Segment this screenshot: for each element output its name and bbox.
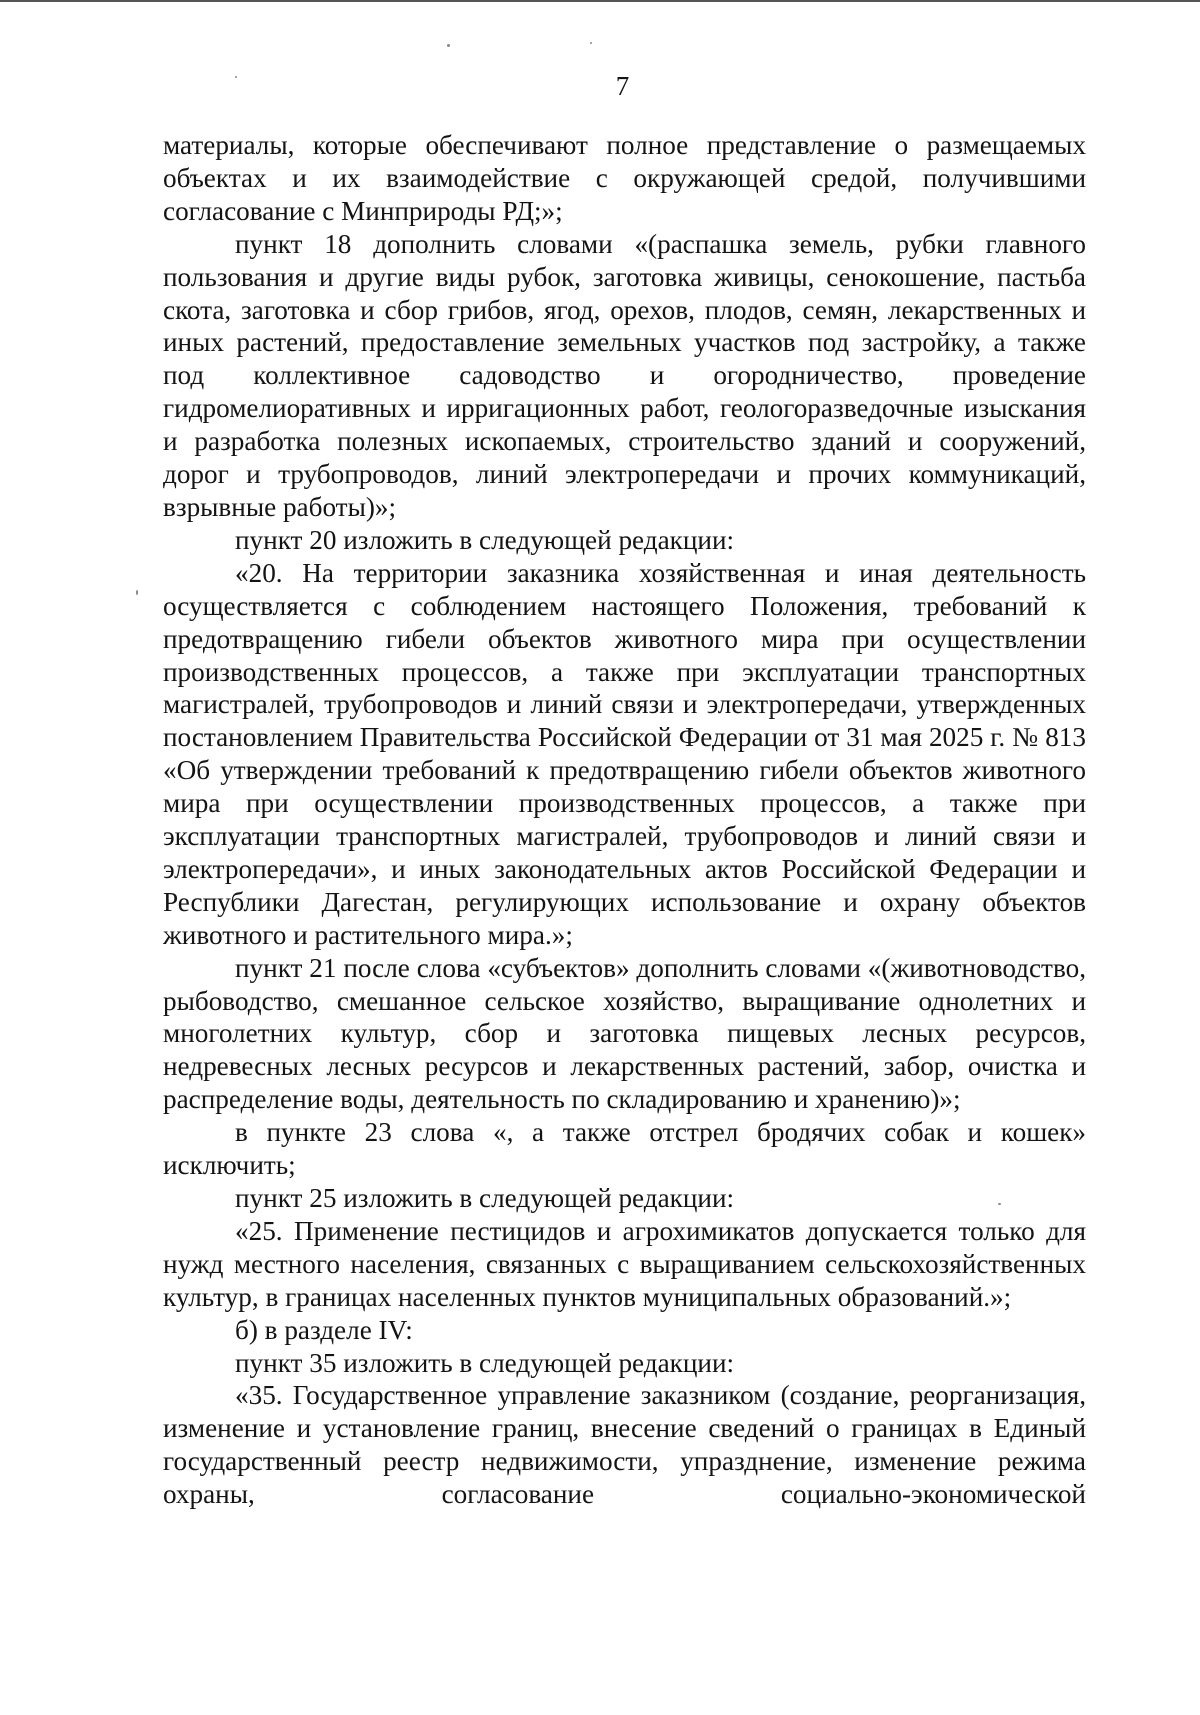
document-body (163, 129, 1086, 1511)
paragraph-item-35-text: «35. Государственное управление заказником (создание, реорганизация, изменение и установление границ, внесение сведений о границах в Единый государственный реестр недвижимости, упразднение, изменение режима охраны, согласование социально-экономической (163, 1380, 1086, 1510)
paragraph-item-18: пункт 18 дополнить словами «(распашка земель, рубки главного пользования и другие виды рубок, заготовка живицы, сенокошение, пастьба скота, заготовка и сбор грибов, ягод, орехов, плодов, семян, лекарственных и иных растений, предоставление земельных участков под застройку, а также под коллективное садоводство и огородничество, проведение гидромелиоративных и ирригационных работ, геологоразведочные изыскания и разработка полезных ископаемых, строительство зданий и сооружений, дорог и трубопроводов, линий электропередачи и прочих коммуникаций, взрывные работы)»; (163, 228, 1086, 522)
paragraph-item-23: в пункте 23 слова «, а также отстрел бродячих собак и кошек» исключить; (163, 1117, 1086, 1181)
scan-speck (447, 44, 450, 47)
paragraph-section-iv: б) в разделе IV: (235, 1314, 413, 1345)
paragraph-item-21: пункт 21 после слова «субъектов» дополнить словами «(животноводство, рыбоводство, смешанное сельское хозяйство, выращивание однолетних и многолетних культур, сбор и заготовка пищевых лесных ресурсов, недревесных лесных ресурсов и лекарственных растений, забор, очистка и распределение воды, деятельность по складированию и хранению)»; (163, 952, 1086, 1115)
paragraph-item-20-text: «20. На территории заказника хозяйственная и иная деятельность осуществляется с соблюдением настоящего Положения, требований к предотвращению гибели объектов животного мира при осуществлении производственных процессов, а также при эксплуатации транспортных магистралей, трубопроводов и линий связи и электропередачи, утвержденных постановлением Правительства Российской Федерации от 31 мая 2025 г. № 813 «Об утверждении требований к предотвращению гибели объектов животного мира при осуществлении производственных процессов, а также при эксплуатации транспортных магистралей, трубопроводов и линий связи и электропередачи», и иных законодательных актов Российской Федерации и Республики Дагестан, регулирующих использование и охрану объектов животного и растительного мира.»; (163, 557, 1086, 950)
paragraph-item-35-intro: пункт 35 изложить в следующей редакции: (235, 1347, 735, 1378)
paragraph-materials: материалы, которые обеспечивают полное представление о размещаемых объектах и их взаимодействие с окружающей средой, получившими согласование с Минприроды РД;»; (163, 130, 1086, 226)
paragraph-item-25-text: «25. Применение пестицидов и агрохимикатов допускается только для нужд местного населения, связанных с выращиванием сельскохозяйственных культур, в границах населенных пунктов муниципальных образований.»; (163, 1215, 1086, 1312)
scan-top-edge (0, 0, 1200, 2)
paragraph-item-20-intro: пункт 20 изложить в следующей редакции: (235, 524, 735, 555)
paragraph-item-25-intro: пункт 25 изложить в следующей редакции: (235, 1183, 735, 1213)
scan-speck (136, 590, 138, 595)
page-number: 7 (615, 71, 630, 101)
scan-speck (590, 42, 592, 44)
